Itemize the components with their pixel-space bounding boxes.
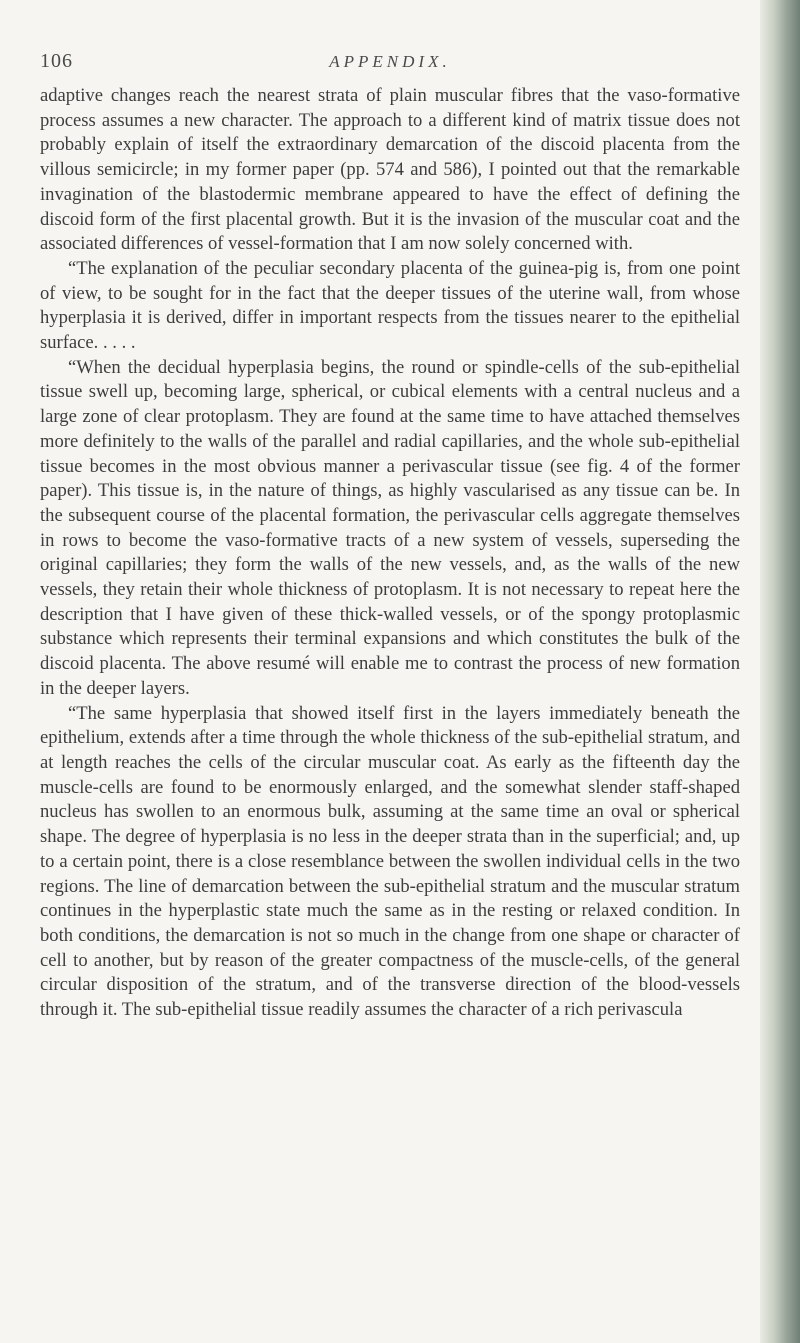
running-head	[40, 50, 740, 80]
paragraph: “The same hyperplasia that showed itself first in the layers immediately beneath the epithelium, extends after a time through the whole thickness of the sub-epithelial stratum, and at length reaches the cells of the circular muscular coat. As early as the fifteenth day the muscle-cells are found to be enormously enlarged, and the somewhat slender staff-shaped nucleus has swollen to an enormous bulk, assuming at the same time an oval or spherical shape. The degree of hyperplasia is no less in the deeper strata than in the superficial; and, up to a certain point, there is a close resemblance between the swollen individual cells in the two regions. The line of demarcation between the sub-epithelial stratum and the muscular stratum continues in the hyperplastic state much the same as in the resting or relaxed condition. In both conditions, the demarcation is not so much in the change from one shape or character of cell to another, but by reason of the greater compactness of the muscle-cells, of the general circular disposition of the stratum, and of the transverse direction of the blood-vessels through it. The sub-epithelial tissue readily assumes the character of a rich perivascula	[40, 702, 740, 1021]
paragraph: “When the decidual hyperplasia begins, the round or spindle-cells of the sub-epithelial tissue swell up, becoming large, spherical, or cubical elements with a central nucleus and a large zone of clear protoplasm. They are found at the same time to have attached themselves more definitely to the walls of the parallel and radial capillaries, and the whole sub-epithelial tissue becomes in the most obvious manner a perivascular tissue (see fig. 4 of the former paper). This tissue is, in the nature of things, as highly vascularised as any tissue can be. In the subsequent course of the placental formation, the perivascular cells aggregate themselves in rows to become the vaso-formative tracts of a new system of vessels, superseding the original capillaries; they form the walls of the new vessels, and, as the walls of the new vessels, they retain their whole thickness of protoplasm. It is not necessary to repeat here the description that I have given of these thick-walled vessels, or of the spongy protoplasmic substance which represents their terminal expansions and which constitutes the bulk of the discoid placenta. The above resumé will enable me to contrast the process of new formation in the deeper layers.	[40, 356, 740, 699]
page-number: 106	[40, 50, 73, 72]
running-title: APPENDIX.	[329, 52, 451, 71]
paragraph: “The explanation of the peculiar secondary placenta of the guinea-pig is, from one point of view, to be sought for in the fact that the deeper tissues of the uterine wall, from whose hyperplasia it is derived, differ in important respects from the tissues nearer to the epithelial surface. . . . .	[40, 257, 740, 354]
binding-edge	[760, 0, 800, 1343]
body-text	[40, 84, 740, 1023]
paragraph: adaptive changes reach the nearest strata of plain muscular fibres that the vaso-formative process assumes a new character. The approach to a different kind of matrix tissue does not probably explain of itself the extraordinary demarcation of the discoid placenta from the villous semicircle; in my former paper (pp. 574 and 586), I pointed out that the remarkable invagination of the blastodermic membrane appeared to have the effect of defining the discoid form of the first placental growth. But it is the invasion of the muscular coat and the associated differences of vessel-formation that I am now solely concerned with.	[40, 85, 740, 255]
